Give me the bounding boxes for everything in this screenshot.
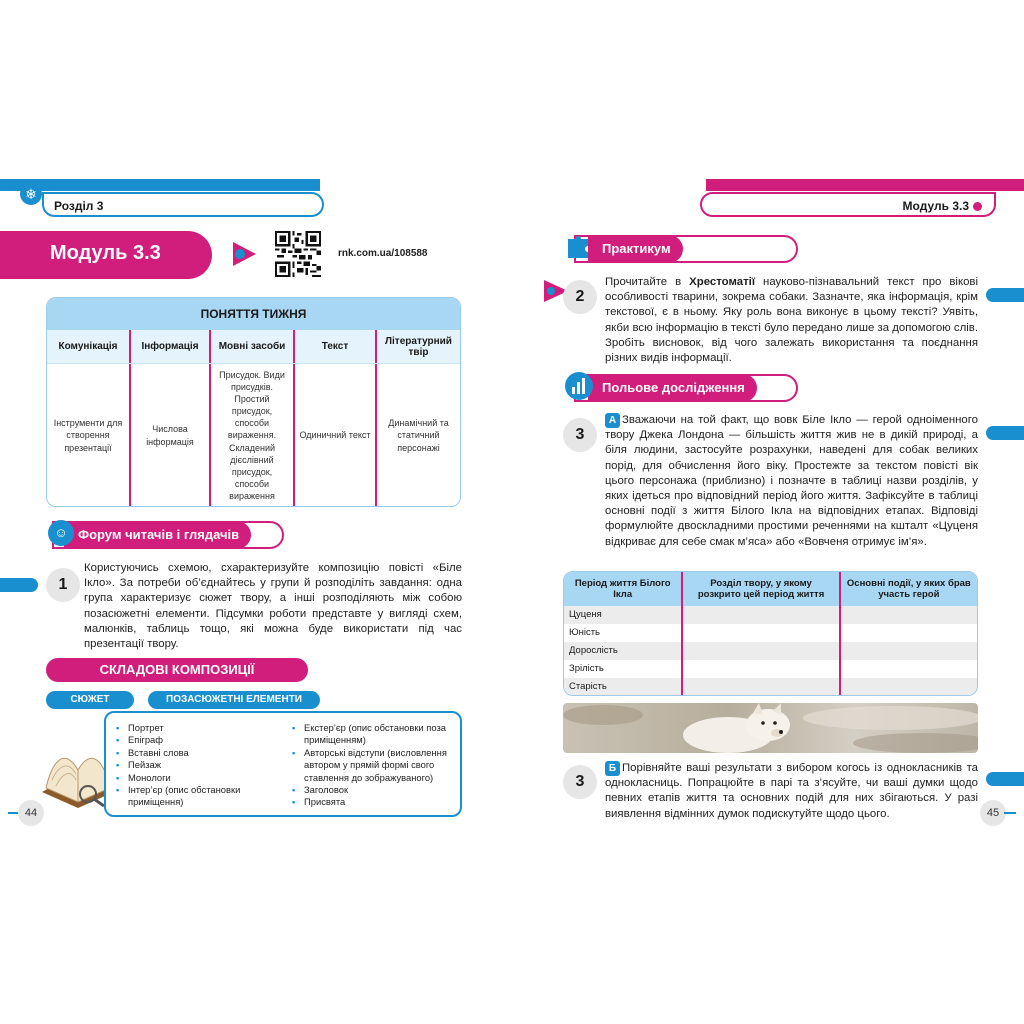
table-cell: Юність (564, 624, 683, 642)
letter-badge: А (605, 413, 620, 428)
composition-list-left (116, 722, 276, 809)
list-item: • Заголовок (292, 784, 458, 796)
top-bar-right (706, 179, 1024, 191)
edge-tab (986, 288, 1024, 302)
qr-code[interactable] (275, 231, 321, 277)
table-row (564, 624, 977, 642)
table-cell: Дорослість (564, 642, 683, 660)
practicum-section-header (574, 235, 798, 263)
plot-tag: СЮЖЕТ (46, 691, 134, 709)
task-number: 1 (46, 568, 80, 602)
practicum-title: Практикум (588, 235, 683, 263)
column-header: Мовні засоби (211, 330, 295, 363)
table-cell: Цуценя (564, 606, 683, 624)
column-header: Текст (295, 330, 377, 363)
composition-elements-box (104, 711, 462, 817)
text-part: Прочитайте в (605, 276, 690, 288)
column-header: Інформація (131, 330, 211, 363)
composition-list-right (292, 722, 458, 809)
table-cell: Старість (564, 678, 683, 696)
week-table-body-row (47, 364, 460, 507)
column-header: Основні події, у яких брав участь герой (846, 577, 971, 600)
task-number: 3 (563, 418, 597, 452)
list-item: • Монологи (116, 772, 276, 784)
wolf-photo (563, 703, 978, 753)
table-cell[interactable] (841, 642, 977, 660)
resource-link[interactable]: rnk.com.ua/108588 (338, 248, 428, 259)
practicum-task-text (605, 275, 978, 366)
task-number: 3 (563, 765, 597, 799)
edge-tab (986, 426, 1024, 440)
table-cell[interactable] (841, 660, 977, 678)
table-cell[interactable] (841, 678, 977, 696)
table-cell[interactable] (683, 624, 840, 642)
table-cell: Числова інформація (131, 364, 211, 507)
composition-title: СКЛАДОВІ КОМПОЗИЦІЇ (46, 658, 308, 682)
module-label-right (700, 192, 996, 217)
table-cell[interactable] (683, 660, 840, 678)
column-header: Комунікація (47, 330, 131, 363)
puzzle-icon (564, 231, 594, 261)
extra-plot-tag: ПОЗАСЮЖЕТНІ ЕЛЕМЕНТИ (148, 691, 320, 709)
forum-task-text: Користуючись схемою, схарактеризуйте композицію повісті «Біле Ікло». За потреби об’єднайтесь у групи й розподіліть завдання: одна група характеризує сюжет твору, а інші розподіляють між собою позасюжетні елементи. Підсумки роботи представте у вигляді схем, малюнків, таблиць тощо, які можна буде використати під час презентації твору. (84, 562, 462, 651)
table-cell[interactable] (841, 606, 977, 624)
dot-icon (973, 202, 982, 211)
task-number: 2 (563, 280, 597, 314)
table-row (564, 606, 977, 624)
table-cell: Інструменти для створення презентації (47, 364, 131, 507)
table-row (564, 642, 977, 660)
table-row (564, 660, 977, 678)
table-body (564, 606, 977, 696)
week-table-title: ПОНЯТТЯ ТИЖНЯ (47, 298, 460, 330)
text-part: науково-пізнавальний текст про вікові особливості тварини, зокрема собаки. Зазначте, яка інформація, крім текстової, є в ньому. Яку роль вона виконує в цьому тексті? Уявіть, якби всю інформацію в тексті було передано лише за допомогою слів. Зробіть висновок, від чого залежать використання та поєднання різних видів інформації. (605, 276, 978, 365)
page-number-marker (1004, 812, 1016, 814)
text-emphasis[interactable]: Хрестоматії (689, 276, 756, 288)
list-item: • Інтер’єр (опис обстановки приміщення) (116, 784, 276, 809)
research-title: Польове дослідження (588, 374, 757, 402)
play-icon[interactable] (229, 239, 259, 269)
list-item: • Присвята (292, 796, 458, 808)
week-table-header-row (47, 330, 460, 364)
table-cell[interactable] (683, 642, 840, 660)
research-task-a-text (605, 413, 978, 550)
column-header: Розділ твору, у якому розкрито цей період життя (683, 572, 840, 606)
list-item: • Екстер’єр (опис обстановки поза приміщенням) (292, 722, 458, 747)
table-cell[interactable] (683, 678, 840, 696)
people-icon: ☺ (48, 520, 74, 546)
forum-section-header (52, 521, 284, 549)
list-item: • Пейзаж (116, 759, 276, 771)
page-number-left: 44 (18, 800, 44, 826)
section-label: Розділ 3 (42, 192, 324, 217)
edge-tab (0, 578, 38, 592)
week-concepts-table (46, 297, 461, 507)
chart-icon (564, 371, 594, 401)
forum-section-title: Форум читачів і глядачів (64, 521, 251, 549)
task-text: Зважаючи на той факт, що вовк Біле Ікло — герой одноіменного твору Джека Лондона — більшість життя жив не в дикій природі, а біля людини, застосуйте розрахунки, наведені для собак великих порід, для обчислення його віку. Простежте за текстом повісті вік цього персонажа (приблизно) і позначте в таблиці назви розділів, у яких ідеться про відповідний період його життя. Зафіксуйте в таблиці основні події з життя Білого Ікла на відповідних етапах. Відповіді формулюйте двоскладними простими реченнями на кшталт «Цуценя відкриває для себе смак м’яса» або «Вовченя отримує ім’я». (605, 414, 978, 548)
table-cell: Динамічний та статичний персонажі (388, 418, 449, 453)
task-text: Порівняйте ваші результати з вибором когось із однокласників та однокласниць. Попрацюйте в парі та з’ясуйте, чи ваші думки щодо певних етапів життя та основних подій для них збігаються. У разі виявлення відмінних думок подискутуйте щодо цього. (605, 762, 978, 820)
table-cell[interactable] (841, 624, 977, 642)
table-cell[interactable] (683, 606, 840, 624)
research-task-b-text (605, 761, 978, 822)
column-header: Період життя Білого Ікла (564, 572, 683, 606)
table-cell: Зрілість (564, 660, 683, 678)
table-cell: Одиничний текст (295, 364, 377, 507)
module-label-text: Модуль 3.3 (902, 199, 969, 213)
letter-badge: Б (605, 761, 620, 776)
list-item: • Портрет (116, 722, 276, 734)
research-section-header (574, 374, 798, 402)
life-periods-table (563, 571, 978, 696)
table-header-row (564, 572, 977, 606)
edge-tab (986, 772, 1024, 786)
list-item: • Епіграф (116, 734, 276, 746)
page-number-right: 45 (980, 800, 1006, 826)
snowflake-icon: ❄ (20, 183, 42, 205)
column-header: Літературний твір (385, 335, 452, 358)
module-title: Модуль 3.3 (0, 231, 212, 279)
list-item: • Авторські відступи (висловлення автором у прямій формі свого ставлення до зображуваного) (292, 747, 458, 784)
top-bar-left (0, 179, 320, 191)
table-row (564, 678, 977, 696)
table-cell: Присудок. Види присудків. Простий присудок, способи вираження. Складений дієслівний присудок, способи вираження (211, 364, 295, 507)
list-item: • Вставні слова (116, 747, 276, 759)
